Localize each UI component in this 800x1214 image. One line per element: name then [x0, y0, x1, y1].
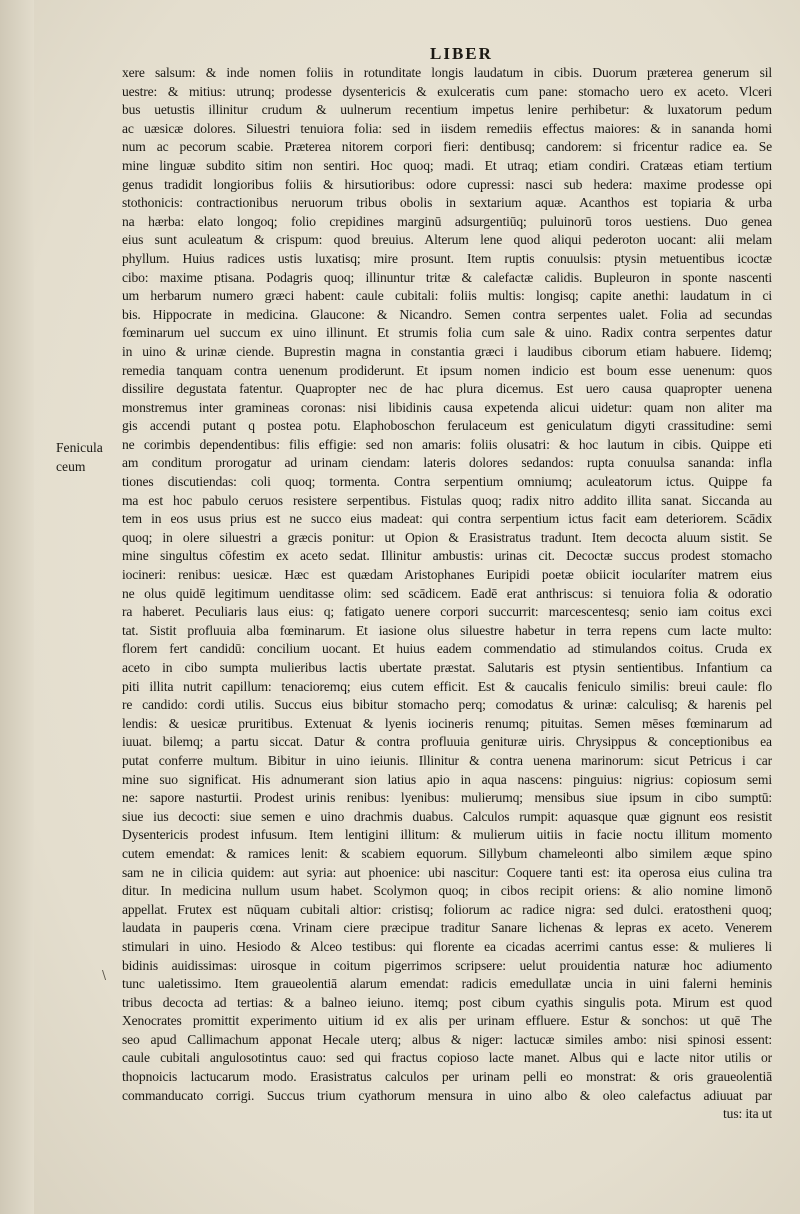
- text-line: num ac pecorum scabie. Præterea nitorem corpori fieri: dentibusq; candorem: si fricentur radice ea. Se: [122, 139, 772, 155]
- text-line: quoq; in olere siluestri a græcis ponitur: ut Opion & Erasistratus tradunt. Item decocta aluum sistit. Se: [122, 529, 772, 545]
- text-line: florem fert candidū: concilium uocant. Et huius eadem commendatio ad stimulandos coitus. Cruda ex: [122, 641, 772, 657]
- text-line: tus: ita ut: [723, 1106, 772, 1122]
- text-line: xere salsum: & inde nomen foliis in rotunditate longis laudatum in cibis. Duorum præterea generum sil: [122, 65, 772, 80]
- text-line: eius sunt aculeatum & crispum: quod breuius. Alterum lene quod aliqui pederoton uocant: alii melam: [122, 232, 772, 248]
- text-line: re candido: cordi utilis. Succus eius bibitur stomacho perq; comodatus & urinæ: calculisq; & harenis pel: [122, 697, 772, 713]
- text-line: cibo: maxime ptisana. Podagris quoq; illinuntur tritæ & calefactæ calidis. Bupleuron in sponte nascenti: [122, 269, 772, 285]
- text-line: ne: sapore nasturtii. Prodest urinis renibus: lyenibus: mulierumq; mensibus siue ipsum in cibo sumptū:: [122, 790, 772, 806]
- text-line: aceto in cibo sumpta mulieribus lactis ubertate præstat. Salutaris est ptysin sentientibus. Infantium ca: [122, 660, 772, 675]
- text-line: stimulari in uino. Hesiodo & Alceo testibus: qui florente ea cicadas acerrimi cantus esse: & mulieres li: [122, 938, 772, 954]
- text-line: na hærba: elato longoq; folio crepidines marginū adsurgentiūq; puluinorū toros uestiens. Duo genea: [122, 213, 772, 229]
- text-line: in uino & urinæ ciende. Buprestin magna in constantia græci i laudibus ciborum etiam habuere. Iidemq;: [122, 343, 772, 359]
- text-line: gis accendi putant q postea potu. Elaphoboschon ferulaceum est geniculatum digyti crassitudine: semi: [122, 418, 772, 434]
- text-line: iocineri: renibus: uesicæ. Hæc est quædam Aristophanes Euripidi poetæ obiicit iocularíter matrem eius: [122, 567, 772, 583]
- text-line: bus uetustis illinitur crudum & uulnerum recentium impetus lenire perhibetur: & luxatorum pedum: [122, 102, 772, 118]
- text-line: sam ne in cilicia quidem: aut syria: aut phoenice: ubi nascitur: Coquere tanti est: ita operosa eius culina tra: [122, 864, 772, 880]
- text-line: ne olus quidē legitimum uenditasse olim: sed scādicem. Eadē erat anthriscus: si tenuiora folia & odoratio: [122, 585, 772, 601]
- text-line: tem in eos usus prius est ne succo eius madeat: qui contra serpentium ictus facit eam deteriorem. Scādix: [122, 511, 772, 527]
- text-line: mine suo significat. His adnumerant sion latius apio in aqua nascens: pinguius: nigrius: copiosum semi: [122, 771, 772, 787]
- text-line: thopnoicis lactucarum modo. Erasistratus calculos per urinam pelli eo monstrat: & oris graueolentiā: [122, 1069, 772, 1085]
- text-line: ma est hoc pabulo ceruos resistere serpentibus. Fistulas quoq; radix nitro addito illita sanat. Siccanda au: [122, 492, 772, 508]
- text-line: fœminarum uel succum ex uino illinunt. Et strumis folia cum sale & uino. Radix contra serpentes datur: [122, 325, 772, 341]
- running-title: LIBER: [430, 44, 493, 63]
- text-line: mine linguæ subdito sitim non sentiri. Hoc quoq; madi. Et utraq; etiam condiri. Cratæas etiam tertium: [122, 157, 772, 173]
- text-line: am conditum prorogatur ad urinam ciendam: lateris dolores sedandos: rupta conuulsa sananda: infla: [122, 455, 772, 471]
- margin-note-line: ceum: [56, 458, 86, 474]
- text-line: Xenocrates promittit experimento uitium id ex alis per urinam effluere. Estur & sonchos: ut quē The: [122, 1013, 772, 1029]
- text-line: ra haberet. Peculiaris laus eius: q; fatigato uenere corpori succurrit: marcescentesq; senio iam coitus exci: [122, 604, 772, 620]
- text-line: caule cubitali angulosotintus cauo: sed qui fractus copioso lacte manet. Albus qui e lacte nitor utilis or: [122, 1050, 772, 1066]
- margin-note-line: Fenicula: [56, 440, 103, 455]
- text-line: phyllum. Huius radices ustis luxatisq; mire prosunt. Item ruptis conuulsis: ptysin metuentibus icoctæ: [122, 250, 772, 266]
- text-line: Dysentericis prodest infusum. Item lentigini illitum: & mulierum uitiis in facie noctu illitum momento: [122, 827, 772, 843]
- page-gutter-shadow: [0, 0, 34, 1214]
- text-line: monstremus inter gramineas coronas: nisi libidinis causa expetenda alicui uidetur: quam non aliter ma: [122, 399, 772, 415]
- text-line: piti illita nutrit capillum: tenacioremq; eius cutem efficit. Est & caucalis feniculo similis: breui caule: flo: [122, 678, 772, 694]
- text-line: ac uæsicæ dolores. Siluestri tenuiora folia: sed in iisdem remediis effectus maiores: & in sananda homi: [122, 120, 772, 136]
- text-line: appellat. Frutex est nūquam cubitali altior: cristisq; foliorum ac radice nigra: sed dulci. eratostheni quoq;: [122, 901, 772, 917]
- text-line: putat conferre multum. Bibitur in uino ieiunis. Illinitur & contra uenena marinorum: sicut Petricus i car: [122, 752, 772, 768]
- text-line: seo apud Callimachum apponat Hecale uterq; albus & niger: lactucæ similes ambo: nisi spinosi essent:: [122, 1031, 772, 1047]
- text-line: tiones discutiendas: coli quoq; tormenta. Contra serpentium omniumq; aculeatorum ictus. Quippe fa: [122, 474, 772, 490]
- text-line: commanducato corrigi. Succus trium cyathorum mensura in uino albo & oleo calefactus adiuuat par: [122, 1087, 772, 1103]
- text-line: stothonicis: contractionibus neruorum tribus obolis in sextarium aquæ. Acanthos est topiaria & urba: [122, 195, 772, 211]
- text-line: uestre: & mitius: utrunq; prodesse dysentericis & exulceratis cum pane: stomacho uero ex aceto. Vlceri: [122, 83, 772, 99]
- text-line: genus tradidit longioribus foliis & hirsutioribus: odore cupressi: nasci sub hedera: maxime prodesse opi: [122, 176, 772, 192]
- margin-tick-mark: \: [102, 968, 107, 982]
- text-line: bidinis auidissimas: uirosque in coitum pigerrimos scripsere: uelut prouidentia naturæ hoc adiumento: [122, 957, 772, 973]
- text-line: tunc ualetissimo. Item graueolentiā alarum emendat: radicis emedullatæ uncia in uini falerni heminis: [122, 976, 772, 992]
- text-line: dissilire degustata fatentur. Quapropter nec de hac plura dicemus. Est uero causa quapropter uenena: [122, 381, 772, 397]
- text-line: tribus decocta ad tertias: & a balneo ieiuno. itemq; post cibum cyathis singulis pota. Mirum est quod: [122, 994, 772, 1010]
- text-line: ne corimbis dependentibus: filis effigie: sed non amaris: foliis olusatri: & hoc lautum in cibis. Quippe eti: [122, 436, 772, 452]
- text-line: ditur. In medicina nullum usum habet. Scolymon quoq; in cibos recipit oriens: & alio nomine limonō: [122, 883, 772, 899]
- text-line: laudata in pauperis cœna. Vrinam ciere præcipue traditur Sanare lichenas & lepras ex aceto. Venerem: [122, 920, 772, 936]
- body-text-column: [122, 64, 772, 1124]
- text-line: remedia tanquam contra uenenum prodiderunt. Et ipsum nomen indicio est boum esse uenenum: quos: [122, 362, 772, 378]
- text-line: mine singultus cōfestim ex aceto sedat. Illinitur ambustis: urinas cit. Decoctæ succus prodest stomacho: [122, 548, 772, 564]
- text-line: lendis: & uesicæ pruritibus. Extenuat & lyenis iocineris renumq; pituitas. Semen mēses fœminarum ad: [122, 715, 772, 731]
- text-line: um herbarum numero græci habent: caule cubitali: foliis multis: longisq; capite anethi: laudatum in ci: [122, 288, 772, 304]
- text-line: bis. Hippocrate in medicina. Glaucone: & Nicandro. Semen contra serpentes ualet. Folia ad secundas: [122, 306, 772, 322]
- text-line: tat. Sistit profluuia alba fœminarum. Et iasione olus siluestre habetur in terra repens cum lacte multo:: [122, 622, 772, 638]
- margin-note: [56, 439, 122, 476]
- text-line: cutem emendat: & ramices lenit: & scabiem equorum. Sillybum chameleonti albo similem æque spino: [122, 845, 772, 861]
- text-line: iuuat. bilemq; a partu siccat. Datur & contra profluuia genituræ uiris. Chrysippus & conceptionibus ea: [122, 734, 772, 750]
- text-line: siue ius decocti: siue semen e uino drachmis duabus. Calculos rumpit: aquasque quæ gignunt eos resistit: [122, 808, 772, 824]
